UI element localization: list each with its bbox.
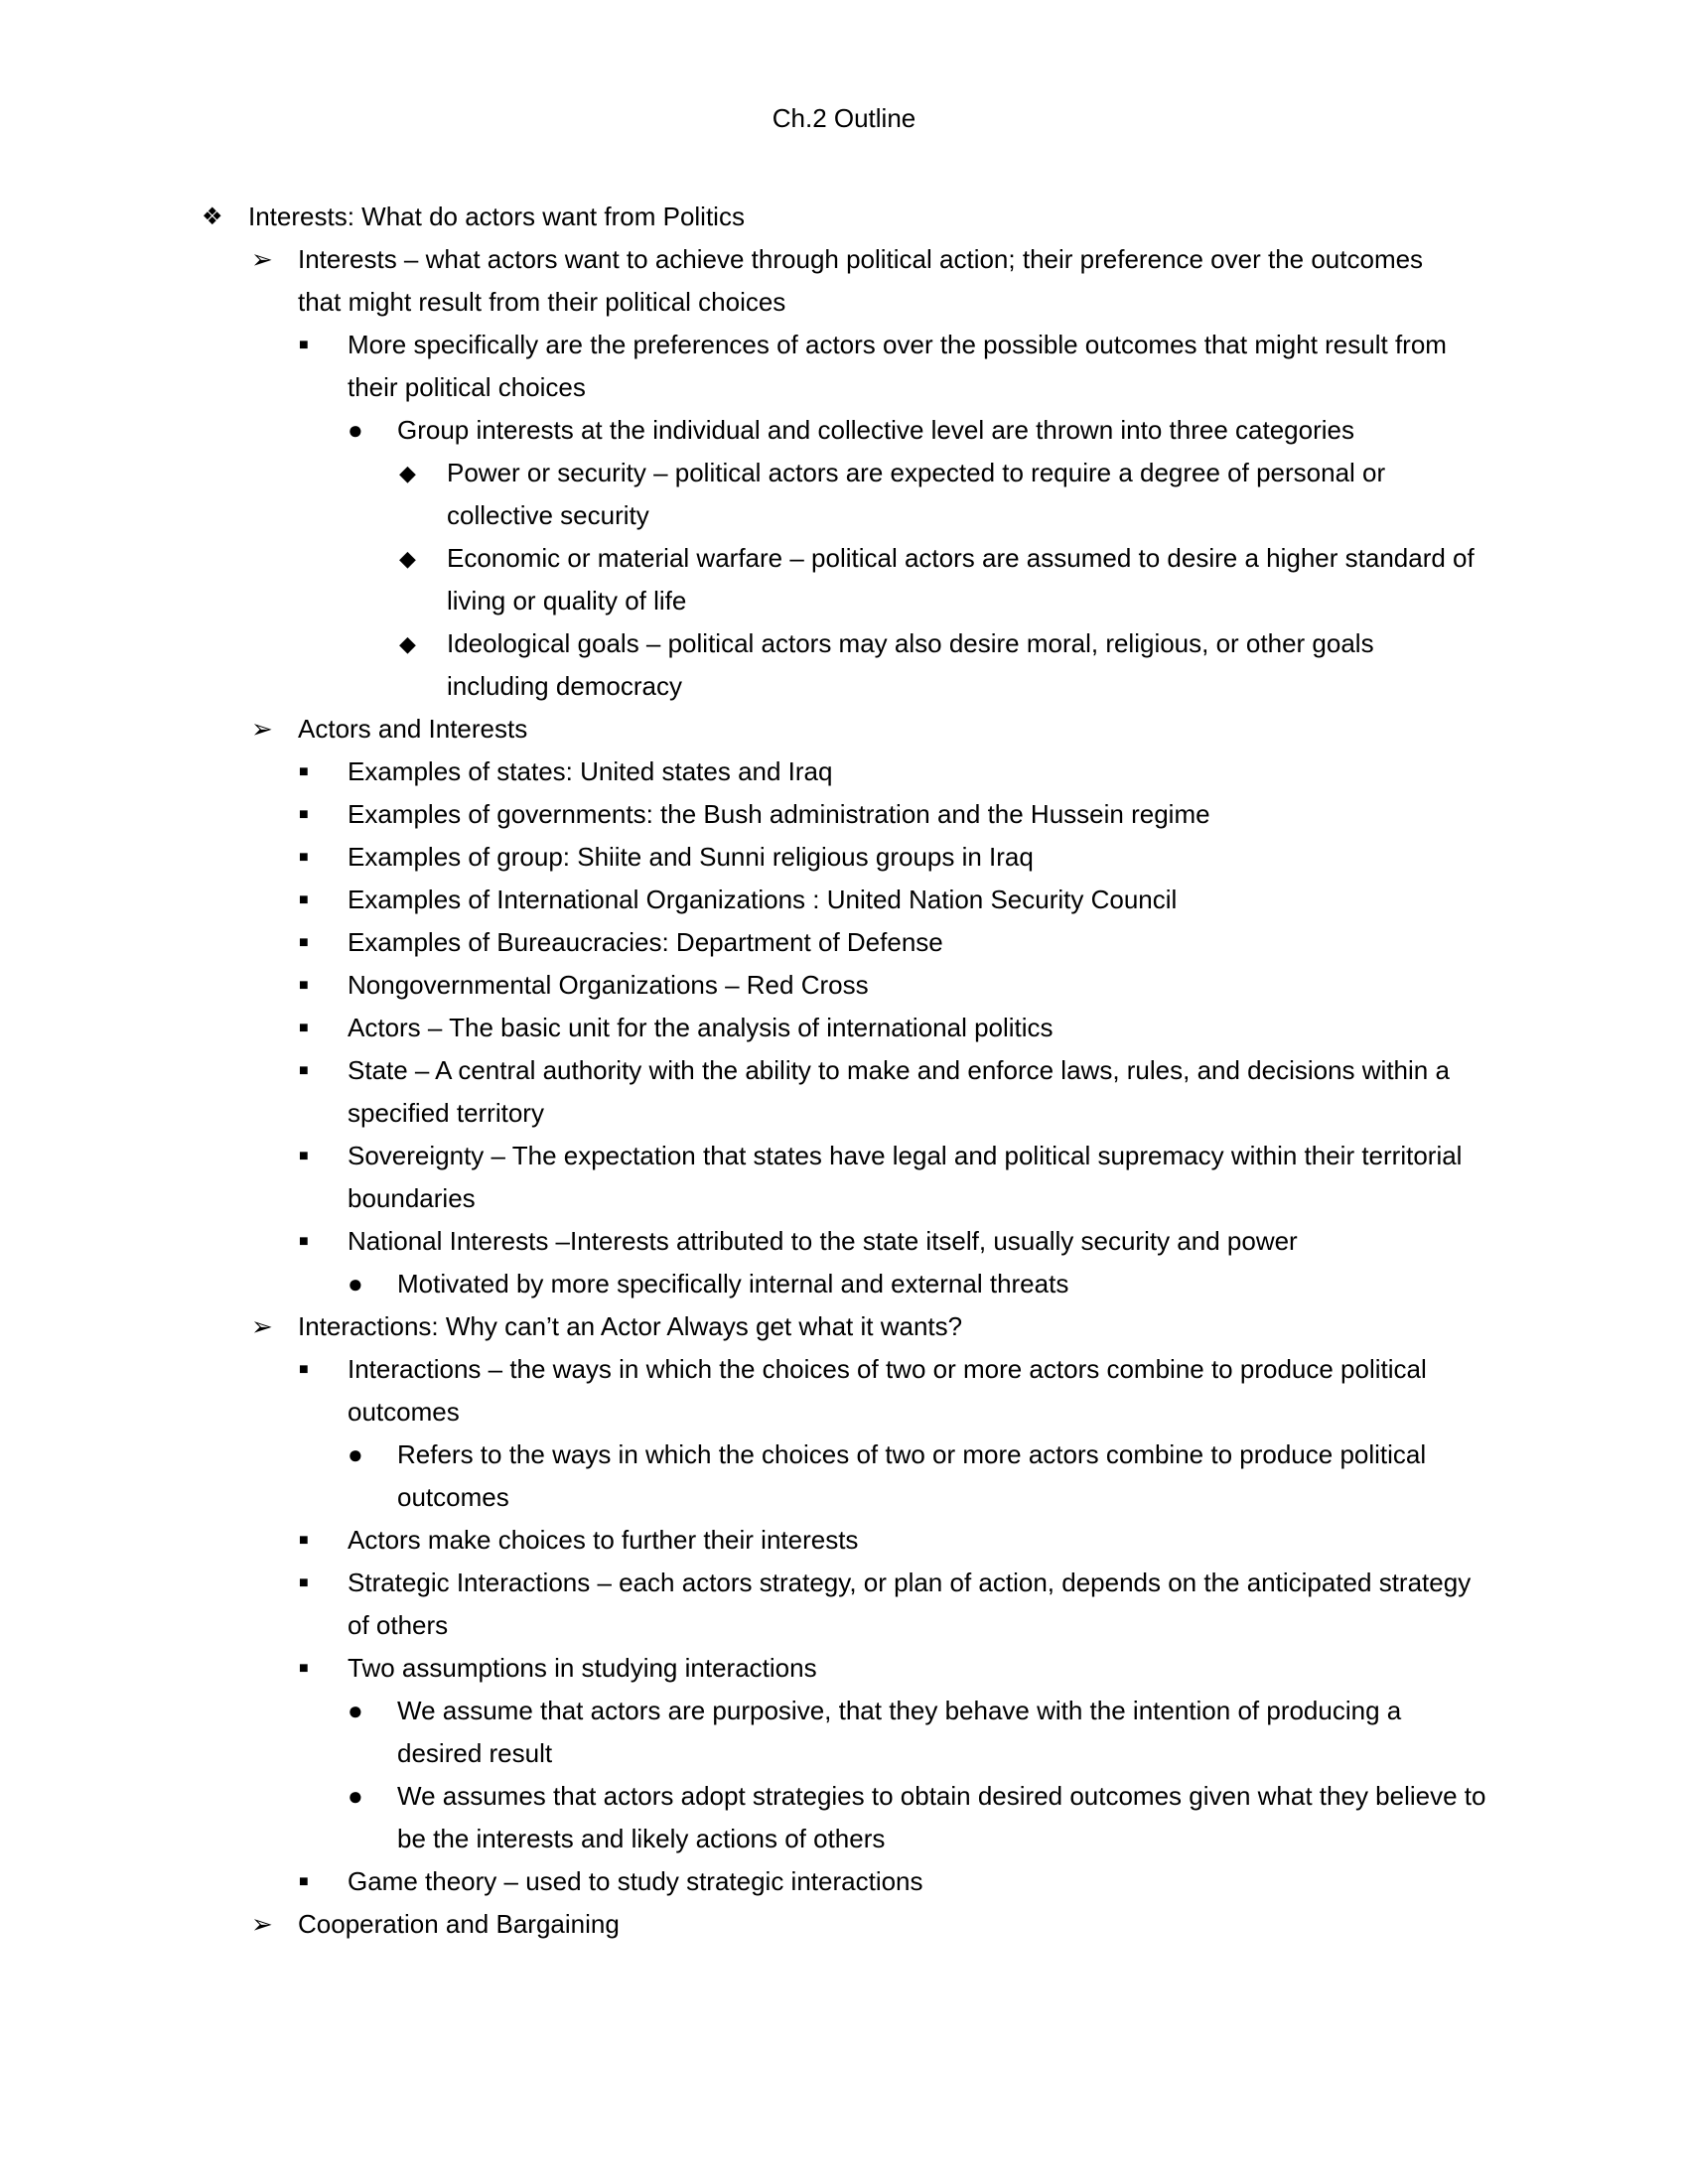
outline-item-text: Examples of governments: the Bush administration and the Hussein regime [348,799,1210,829]
outline-item-level-3 [0,1049,1688,1135]
outline-item-text: State – A central authority with the ability to make and enforce laws, rules, and decisions within a specified territory [348,1055,1450,1128]
square-bullet-icon: ■ [299,763,309,780]
round-bullet-icon: ● [348,1781,363,1811]
square-bullet-icon: ■ [299,806,309,823]
square-bullet-icon: ■ [299,934,309,951]
outline-item-level-3 [0,1562,1688,1647]
outline-item-text: Interests – what actors want to achieve through political action; their preference over the outcomes that might result from their political choices [298,244,1424,317]
square-bullet-icon: ■ [299,1361,309,1378]
square-bullet-icon: ■ [299,1062,309,1079]
square-bullet-icon: ■ [299,1873,309,1890]
outline-item-text: We assumes that actors adopt strategies to obtain desired outcomes given what they believe to be the interests and likely actions of others [397,1781,1486,1853]
outline-item-level-2 [0,708,1688,751]
square-bullet-icon: ■ [299,891,309,908]
outline-item-level-5 [0,622,1688,708]
outline-item-text: Actors and Interests [298,714,528,744]
square-bullet-icon: ■ [299,1574,309,1591]
outline-item-level-3 [0,836,1688,879]
diamond-bullet-icon: ◆ [399,461,416,485]
outline-item-text: Economic or material warfare – political actors are assumed to desire a higher standard of living or quality of life [447,543,1475,615]
outline-item-level-3 [0,324,1688,409]
outline-item-text: Ideological goals – political actors may also desire moral, religious, or other goals including democracy [447,628,1374,701]
outline-item-text: Two assumptions in studying interactions [348,1653,817,1683]
arrowhead-bullet-icon: ➢ [251,1909,273,1939]
outline-item-text: Interactions: Why can’t an Actor Always get what it wants? [298,1311,963,1341]
outline-item-text: Actors – The basic unit for the analysis of international politics [348,1013,1054,1042]
arrowhead-bullet-icon: ➢ [251,244,273,274]
outline-item-level-3 [0,1135,1688,1220]
square-bullet-icon: ■ [299,1148,309,1164]
outline-item-text: We assume that actors are purposive, that they behave with the intention of producing a desired result [397,1696,1402,1768]
outline-item-text: Strategic Interactions – each actors strategy, or plan of action, depends on the anticipated strategy of others [348,1568,1472,1640]
outline-item-text: Examples of states: United states and Iraq [348,756,833,786]
outline-item-text: Refers to the ways in which the choices of two or more actors combine to produce political outcomes [397,1439,1427,1512]
outline-item-text: More specifically are the preferences of actors over the possible outcomes that might result from their political choices [348,330,1447,402]
round-bullet-icon: ● [348,1269,363,1298]
outline-item-text: Sovereignty – The expectation that states have legal and political supremacy within their territorial boundaries [348,1141,1463,1213]
diamond-bullet-icon: ◆ [399,546,416,571]
outline-item-level-4 [0,1690,1688,1775]
outline-item-text: Group interests at the individual and collective level are thrown into three categories [397,415,1354,445]
square-bullet-icon: ■ [299,337,309,353]
page-title: Ch.2 Outline [772,103,916,133]
outline-item-text: Motivated by more specifically internal and external threats [397,1269,1069,1298]
outline-item-text: Interests: What do actors want from Politics [248,202,745,231]
square-bullet-icon: ■ [299,849,309,866]
outline-item-text: Actors make choices to further their interests [348,1525,859,1555]
outline-item-level-2 [0,1903,1688,1946]
outline-item-text: Nongovernmental Organizations – Red Cross [348,970,869,1000]
outline-item-level-3 [0,751,1688,793]
diamond-bullet-icon: ◆ [399,631,416,656]
outline-item-level-3 [0,879,1688,921]
outline-item-level-4 [0,1433,1688,1519]
round-bullet-icon: ● [348,1696,363,1725]
arrowhead-bullet-icon: ➢ [251,1311,273,1341]
square-bullet-icon: ■ [299,1020,309,1036]
outline-item-level-5 [0,452,1688,537]
outline-item-level-3 [0,1519,1688,1562]
outline-item-level-4 [0,409,1688,452]
outline-list [0,196,1688,1946]
outline-item-level-1 [0,196,1688,238]
outline-item-level-4 [0,1775,1688,1860]
outline-item-text: Examples of group: Shiite and Sunni religious groups in Iraq [348,842,1034,872]
outline-item-level-3 [0,964,1688,1007]
round-bullet-icon: ● [348,415,363,445]
outline-item-level-2 [0,1305,1688,1348]
outline-item-level-3 [0,1348,1688,1433]
square-bullet-icon: ■ [299,1233,309,1250]
four-diamond-bullet-icon: ❖ [202,204,223,230]
outline-item-level-2 [0,238,1688,324]
outline-item-level-3 [0,1860,1688,1903]
outline-item-level-3 [0,793,1688,836]
square-bullet-icon: ■ [299,1532,309,1549]
outline-item-text: Cooperation and Bargaining [298,1909,620,1939]
outline-item-level-4 [0,1263,1688,1305]
outline-item-level-3 [0,1007,1688,1049]
outline-item-text: Power or security – political actors are expected to require a degree of personal or collective security [447,458,1386,530]
square-bullet-icon: ■ [299,1660,309,1677]
outline-item-level-3 [0,1647,1688,1690]
outline-item-text: Interactions – the ways in which the choices of two or more actors combine to produce political outcomes [348,1354,1427,1427]
outline-item-text: National Interests –Interests attributed to the state itself, usually security and power [348,1226,1298,1256]
outline-item-level-5 [0,537,1688,622]
outline-item-text: Examples of Bureaucracies: Department of Defense [348,927,943,957]
round-bullet-icon: ● [348,1439,363,1469]
arrowhead-bullet-icon: ➢ [251,714,273,744]
outline-item-text: Game theory – used to study strategic interactions [348,1866,923,1896]
outline-item-level-3 [0,1220,1688,1263]
outline-item-text: Examples of International Organizations : United Nation Security Council [348,885,1178,914]
outline-item-level-3 [0,921,1688,964]
square-bullet-icon: ■ [299,977,309,994]
